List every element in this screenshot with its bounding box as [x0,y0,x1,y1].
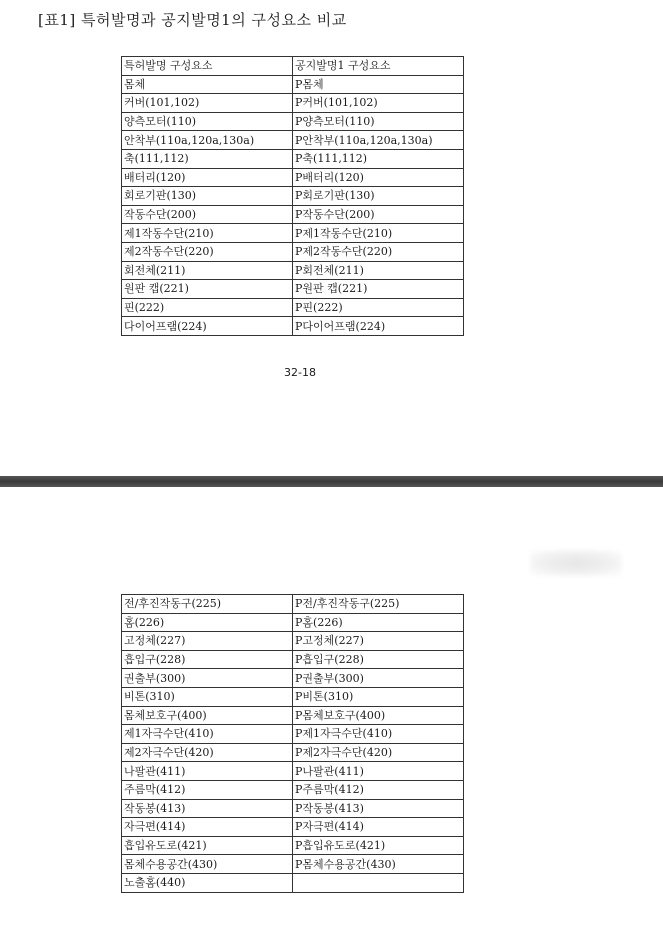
table-cell-patent: 안착부(110a,120a,130a) [122,131,293,150]
table-cell-prior-art: P작동수단(200) [293,205,464,224]
table-row [122,725,464,744]
table-row [122,242,464,261]
table-row [122,743,464,762]
table-row [122,168,464,187]
table-row [122,131,464,150]
table-cell-prior-art: P몸체수용공간(430) [293,855,464,874]
table-cell-patent: 몸체수용공간(430) [122,855,293,874]
table-cell-prior-art: P몸체 [293,75,464,94]
table-cell-prior-art [293,873,464,892]
table-cell-prior-art: P안착부(110a,120a,130a) [293,131,464,150]
table-row [122,687,464,706]
table-cell-prior-art: P홈(226) [293,613,464,632]
table-header-row [122,57,464,76]
table-cell-patent: 권출부(300) [122,669,293,688]
header-cell-patent: 특허발명 구성요소 [122,57,293,76]
table-row [122,94,464,113]
table-cell-patent: 비톤(310) [122,687,293,706]
table-cell-patent: 회로기판(130) [122,187,293,206]
table-cell-prior-art: P작동봉(413) [293,799,464,818]
table-cell-patent: 핀(222) [122,298,293,317]
table-cell-prior-art: P나팔관(411) [293,762,464,781]
table-row [122,818,464,837]
comparison-table-1 [121,56,464,336]
table-row [122,205,464,224]
table-cell-prior-art: P몸체보호구(400) [293,706,464,725]
table-row [122,873,464,892]
table-cell-patent: 몸체 [122,75,293,94]
table-row [122,75,464,94]
table-cell-prior-art: P자극편(414) [293,818,464,837]
table-cell-prior-art: P흡입구(228) [293,650,464,669]
comparison-table-2 [121,594,464,893]
table-cell-prior-art: P흡입유도로(421) [293,836,464,855]
table-row [122,780,464,799]
page-separator [0,474,663,490]
table-row [122,855,464,874]
table-cell-prior-art: P축(111,112) [293,149,464,168]
table-row [122,298,464,317]
table-cell-patent: 노출홈(440) [122,873,293,892]
table-cell-patent: 전/후진작동구(225) [122,595,293,614]
table-cell-patent: 제2자극수단(420) [122,743,293,762]
page-divider-bar [0,476,663,487]
table-cell-prior-art: P제1작동수단(210) [293,224,464,243]
table-cell-prior-art: P고정체(227) [293,632,464,651]
table-cell-prior-art: P핀(222) [293,298,464,317]
table-cell-prior-art: P회전체(211) [293,261,464,280]
table-cell-patent: 제1작동수단(210) [122,224,293,243]
table-cell-prior-art: P다이어프램(224) [293,317,464,336]
table-row [122,317,464,336]
table-cell-prior-art: P양측모터(110) [293,112,464,131]
table-row [122,799,464,818]
table-cell-patent: 몸체보호구(400) [122,706,293,725]
table-cell-prior-art: P제1자극수단(410) [293,725,464,744]
table-cell-patent: 배터리(120) [122,168,293,187]
header-cell-prior-art: 공지발명1 구성요소 [293,57,464,76]
table-cell-patent: 고정체(227) [122,632,293,651]
table-row [122,650,464,669]
redacted-mark [530,550,622,576]
table-cell-patent: 나팔관(411) [122,762,293,781]
table-row [122,595,464,614]
table-row [122,280,464,299]
table-cell-prior-art: P커버(101,102) [293,94,464,113]
table-cell-patent: 작동수단(200) [122,205,293,224]
table-caption: [표1] 특허발명과 공지발명1의 구성요소 비교 [38,11,347,29]
table-row [122,187,464,206]
table-cell-patent: 다이어프램(224) [122,317,293,336]
table-row [122,112,464,131]
table-cell-prior-art: P회로기판(130) [293,187,464,206]
table-cell-patent: 주름막(412) [122,780,293,799]
table-cell-patent: 원판 캡(221) [122,280,293,299]
table-row [122,836,464,855]
table-row [122,613,464,632]
table-cell-patent: 흡입구(228) [122,650,293,669]
page-number: 32-18 [284,366,316,379]
document-page-2 [0,490,663,926]
table-cell-patent: 작동봉(413) [122,799,293,818]
table-row [122,706,464,725]
table-cell-patent: 커버(101,102) [122,94,293,113]
table-cell-prior-art: P권출부(300) [293,669,464,688]
table-row [122,762,464,781]
table-cell-prior-art: P배터리(120) [293,168,464,187]
table-row [122,669,464,688]
table-cell-patent: 홈(226) [122,613,293,632]
table-cell-prior-art: P제2작동수단(220) [293,242,464,261]
table-row [122,632,464,651]
table-cell-prior-art: P원판 캡(221) [293,280,464,299]
table-row [122,261,464,280]
table-cell-patent: 흡입유도로(421) [122,836,293,855]
table-row [122,224,464,243]
table-cell-patent: 제1자극수단(410) [122,725,293,744]
table-cell-patent: 회전체(211) [122,261,293,280]
table-cell-patent: 축(111,112) [122,149,293,168]
table-cell-patent: 양측모터(110) [122,112,293,131]
table-cell-patent: 제2작동수단(220) [122,242,293,261]
table-cell-prior-art: P제2자극수단(420) [293,743,464,762]
table-row [122,149,464,168]
table-cell-prior-art: P전/후진작동구(225) [293,595,464,614]
table-cell-prior-art: P비톤(310) [293,687,464,706]
table-cell-patent: 자극편(414) [122,818,293,837]
table-cell-prior-art: P주름막(412) [293,780,464,799]
